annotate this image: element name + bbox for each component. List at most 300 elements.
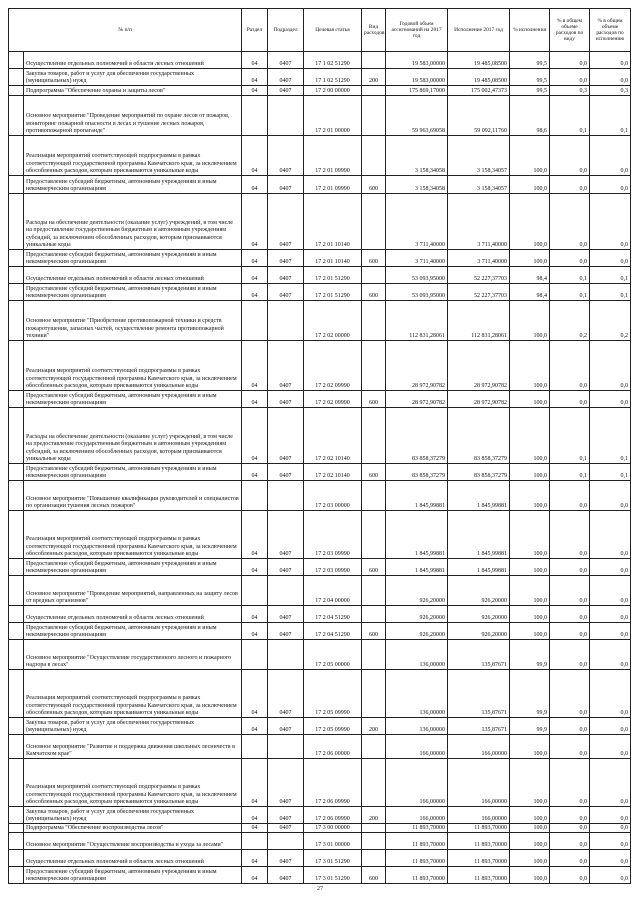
cell-expense-type: 600 <box>362 250 386 267</box>
cell-c0 <box>9 341 24 391</box>
cell-razdel: 04 <box>242 867 268 884</box>
table-row <box>9 194 631 250</box>
header-podrazdel: Подраздел <box>268 9 304 52</box>
cell-pct: 100,0 <box>510 807 550 824</box>
cell-pct: 100,0 <box>510 606 550 623</box>
cell-plan: 19 583,00000 <box>386 69 448 86</box>
cell-target-article: 17 2 01 51290 <box>304 284 362 301</box>
cell-share-plan: 0,0 <box>550 833 590 850</box>
cell-share-plan: 0,0 <box>550 867 590 884</box>
cell-target-article: 17 2 02 10140 <box>304 408 362 464</box>
table-row <box>9 850 631 867</box>
cell-podrazdel: 0407 <box>268 52 304 69</box>
header-expense-type: Вид расходов <box>362 9 386 52</box>
cell-share-fact: 0,0 <box>590 481 631 511</box>
cell-expense-type: 600 <box>362 559 386 576</box>
cell-razdel: 04 <box>242 250 268 267</box>
cell-name: Предоставление субсидий бюджетным, автономным учреждениям и иным некоммерческим организациям <box>24 250 242 267</box>
cell-share-plan: 0,0 <box>550 606 590 623</box>
cell-podrazdel <box>268 96 304 136</box>
cell-pct: 100,0 <box>510 511 550 559</box>
cell-podrazdel <box>268 833 304 850</box>
cell-podrazdel: 0407 <box>268 408 304 464</box>
cell-name: Расходы на обеспечение деятельности (оказание услуг) учреждений, в том числе на предоставление государственным бюджетным и автономным учреждениям субсидий, за исключением обособленных расходов, которым присваиваются уникальные коды <box>24 408 242 464</box>
cell-plan: 1 845,99881 <box>386 559 448 576</box>
cell-razdel: 04 <box>242 511 268 559</box>
header-no: № п/п <box>9 9 242 52</box>
cell-pct: 99,5 <box>510 52 550 69</box>
cell-share-fact: 0,0 <box>590 194 631 250</box>
cell-fact: 83 858,37279 <box>448 464 510 481</box>
cell-name: Предоставление субсидий бюджетным, автономным учреждениям и иным некоммерческим организациям <box>24 391 242 408</box>
cell-target-article: 17 2 03 09990 <box>304 559 362 576</box>
table-row <box>9 718 631 735</box>
cell-c0 <box>9 867 24 884</box>
cell-expense-type: 600 <box>362 391 386 408</box>
cell-expense-type <box>362 576 386 606</box>
cell-plan: 926,20000 <box>386 623 448 640</box>
cell-podrazdel: 0407 <box>268 86 304 96</box>
cell-share-plan: 0,2 <box>550 301 590 341</box>
table-row <box>9 69 631 86</box>
cell-target-article: 17 2 04 51290 <box>304 623 362 640</box>
cell-razdel: 04 <box>242 559 268 576</box>
cell-share-plan: 0,0 <box>550 824 590 833</box>
cell-c0 <box>9 267 24 284</box>
cell-share-plan: 0,0 <box>550 850 590 867</box>
table-row <box>9 559 631 576</box>
cell-plan: 175 869,17000 <box>386 86 448 96</box>
table-row <box>9 96 631 136</box>
cell-share-plan: 0,0 <box>550 194 590 250</box>
table-row <box>9 670 631 718</box>
cell-fact: 11 893,70000 <box>448 867 510 884</box>
cell-pct: 100,0 <box>510 176 550 194</box>
cell-expense-type: 600 <box>362 284 386 301</box>
cell-c0 <box>9 718 24 735</box>
cell-podrazdel: 0407 <box>268 759 304 807</box>
cell-podrazdel: 0407 <box>268 176 304 194</box>
cell-podrazdel: 0407 <box>268 284 304 301</box>
cell-target-article: 17 2 06 00000 <box>304 735 362 759</box>
cell-name: Предоставление субсидий бюджетным, автономным учреждениям и иным некоммерческим организациям <box>24 284 242 301</box>
cell-expense-type <box>362 850 386 867</box>
cell-name: Осуществление отдельных полномочий в области лесных отношений <box>24 606 242 623</box>
cell-podrazdel: 0407 <box>268 341 304 391</box>
cell-razdel <box>242 481 268 511</box>
table-row <box>9 52 631 69</box>
cell-plan: 166,00000 <box>386 807 448 824</box>
cell-fact: 135,87671 <box>448 718 510 735</box>
table-row <box>9 640 631 670</box>
cell-expense-type: 200 <box>362 718 386 735</box>
cell-razdel <box>242 640 268 670</box>
table-row <box>9 284 631 301</box>
cell-target-article: 17 2 01 10140 <box>304 250 362 267</box>
cell-pct: 99,9 <box>510 640 550 670</box>
table-row <box>9 511 631 559</box>
cell-plan: 59 963,69058 <box>386 96 448 136</box>
cell-expense-type <box>362 301 386 341</box>
cell-name: Предоставление субсидий бюджетным, автономным учреждениям и иным некоммерческим организациям <box>24 559 242 576</box>
cell-razdel: 04 <box>242 341 268 391</box>
cell-fact: 83 858,37279 <box>448 408 510 464</box>
cell-expense-type <box>362 86 386 96</box>
cell-plan: 926,20000 <box>386 576 448 606</box>
cell-podrazdel <box>268 301 304 341</box>
cell-share-plan: 0,0 <box>550 759 590 807</box>
cell-share-fact: 0,0 <box>590 69 631 86</box>
cell-name: Основное мероприятие "Проведение мероприятий по охране лесов от пожаров, мониторинг пожарной опасности в лесах и тушение лесных пожаров, противопожарной пропаганде" <box>24 96 242 136</box>
cell-share-fact: 0,0 <box>590 824 631 833</box>
cell-share-plan: 0,0 <box>550 807 590 824</box>
cell-c0 <box>9 250 24 267</box>
cell-name: Закупка товаров, работ и услуг для обеспечения государственных (муниципальных) нужд <box>24 718 242 735</box>
cell-expense-type: 200 <box>362 807 386 824</box>
cell-target-article: 17 3 01 00000 <box>304 833 362 850</box>
cell-share-fact: 0,0 <box>590 176 631 194</box>
cell-fact: 926,20000 <box>448 623 510 640</box>
cell-plan: 3 158,34058 <box>386 176 448 194</box>
cell-c0 <box>9 176 24 194</box>
cell-pct: 99,9 <box>510 718 550 735</box>
cell-fact: 1 845,99881 <box>448 481 510 511</box>
cell-expense-type <box>362 52 386 69</box>
cell-expense-type <box>362 606 386 623</box>
cell-plan: 11 893,70000 <box>386 833 448 850</box>
cell-pct: 100,0 <box>510 464 550 481</box>
table-row <box>9 833 631 850</box>
cell-name: Реализация мероприятий соответствующей подпрограммы в рамках соответствующей государственной программы Камчатского края, за исключением обособленных расходов, которым присваиваются уникальные коды <box>24 670 242 718</box>
cell-name: Осуществление отдельных полномочий в области лесных отношений <box>24 850 242 867</box>
cell-share-fact: 0,0 <box>590 640 631 670</box>
cell-share-plan: 0,0 <box>550 670 590 718</box>
cell-fact: 166,00000 <box>448 735 510 759</box>
cell-share-plan: 0,1 <box>550 267 590 284</box>
cell-share-plan: 0,0 <box>550 391 590 408</box>
cell-share-plan: 0,1 <box>550 464 590 481</box>
cell-c0 <box>9 640 24 670</box>
cell-share-plan: 0,1 <box>550 284 590 301</box>
cell-pct: 100,0 <box>510 559 550 576</box>
cell-c0 <box>9 481 24 511</box>
cell-razdel: 04 <box>242 824 268 833</box>
cell-razdel <box>242 833 268 850</box>
cell-name: Реализация мероприятий соответствующей подпрограммы в рамках соответствующей государственной программы Камчатского края, за исключением обособленных расходов, которым присваиваются уникальные коды <box>24 511 242 559</box>
cell-share-plan: 0,0 <box>550 250 590 267</box>
cell-name: Основное мероприятие "Приобретение противопожарной техники и средств пожаротушения, запасных частей, осуществление ремонта противопожарной техники" <box>24 301 242 341</box>
cell-target-article: 17 2 04 00000 <box>304 576 362 606</box>
cell-share-plan: 0,0 <box>550 559 590 576</box>
cell-name: Реализация мероприятий соответствующей подпрограммы в рамках соответствующей государственной программы Камчатского края, за исключением обособленных расходов, которым присваиваются уникальные коды <box>24 136 242 176</box>
cell-razdel: 04 <box>242 176 268 194</box>
cell-razdel: 04 <box>242 52 268 69</box>
cell-pct: 100,0 <box>510 735 550 759</box>
cell-pct: 98,4 <box>510 284 550 301</box>
cell-target-article: 17 2 00 00000 <box>304 86 362 96</box>
cell-name: Предоставление субсидий бюджетным, автономным учреждениям и иным некоммерческим организациям <box>24 464 242 481</box>
cell-c0 <box>9 559 24 576</box>
cell-plan: 11 893,70000 <box>386 850 448 867</box>
cell-target-article: 17 2 01 09990 <box>304 136 362 176</box>
cell-pct: 98,6 <box>510 96 550 136</box>
cell-expense-type <box>362 136 386 176</box>
cell-target-article: 17 2 05 09990 <box>304 670 362 718</box>
cell-target-article: 17 2 01 10140 <box>304 194 362 250</box>
cell-podrazdel: 0407 <box>268 69 304 86</box>
cell-pct: 100,0 <box>510 301 550 341</box>
table-row <box>9 301 631 341</box>
table-row <box>9 86 631 96</box>
cell-plan: 112 831,28061 <box>386 301 448 341</box>
budget-table <box>8 8 631 884</box>
cell-pct: 100,0 <box>510 408 550 464</box>
cell-fact: 112 831,28061 <box>448 301 510 341</box>
cell-plan: 3 711,40000 <box>386 250 448 267</box>
cell-fact: 28 972,90782 <box>448 341 510 391</box>
table-row <box>9 408 631 464</box>
cell-share-fact: 0,0 <box>590 52 631 69</box>
cell-podrazdel: 0407 <box>268 511 304 559</box>
cell-fact: 11 893,70000 <box>448 850 510 867</box>
table-row <box>9 867 631 884</box>
header-razdel: Раздел <box>242 9 268 52</box>
cell-share-fact: 0,0 <box>590 606 631 623</box>
cell-plan: 53 093,95000 <box>386 267 448 284</box>
page-number: 27 <box>317 886 323 892</box>
cell-c0 <box>9 850 24 867</box>
cell-fact: 926,20000 <box>448 576 510 606</box>
cell-share-fact: 0,0 <box>590 867 631 884</box>
cell-plan: 136,00000 <box>386 670 448 718</box>
cell-fact: 3 158,34057 <box>448 176 510 194</box>
cell-fact: 166,00000 <box>448 759 510 807</box>
cell-name: Предоставление субсидий бюджетным, автономным учреждениям и иным некоммерческим организациям <box>24 623 242 640</box>
cell-razdel: 04 <box>242 391 268 408</box>
cell-razdel <box>242 301 268 341</box>
table-row <box>9 623 631 640</box>
cell-fact: 11 893,70000 <box>448 833 510 850</box>
cell-target-article: 17 2 02 10140 <box>304 464 362 481</box>
cell-podrazdel <box>268 481 304 511</box>
cell-target-article: 17 2 02 09990 <box>304 391 362 408</box>
cell-share-plan: 0,3 <box>550 86 590 96</box>
table-row <box>9 807 631 824</box>
cell-c0 <box>9 96 24 136</box>
cell-fact: 135,87671 <box>448 640 510 670</box>
cell-share-fact: 0,1 <box>590 267 631 284</box>
cell-pct: 99,9 <box>510 670 550 718</box>
header-pct: % исполнения <box>510 9 550 52</box>
cell-fact: 59 092,11760 <box>448 96 510 136</box>
table-row <box>9 250 631 267</box>
cell-plan: 1 845,99881 <box>386 511 448 559</box>
cell-fact: 1 845,99881 <box>448 511 510 559</box>
cell-target-article: 17 3 01 51290 <box>304 850 362 867</box>
cell-fact: 1 845,99881 <box>448 559 510 576</box>
cell-plan: 3 711,40000 <box>386 194 448 250</box>
cell-podrazdel: 0407 <box>268 267 304 284</box>
cell-pct: 100,0 <box>510 867 550 884</box>
cell-name: Закупка товаров, работ и услуг для обеспечения государственных (муниципальных) нужд <box>24 69 242 86</box>
cell-plan: 136,00000 <box>386 718 448 735</box>
cell-expense-type <box>362 833 386 850</box>
cell-c0 <box>9 408 24 464</box>
cell-share-fact: 0,0 <box>590 136 631 176</box>
cell-fact: 52 227,37703 <box>448 284 510 301</box>
cell-name: Предоставление субсидий бюджетным, автономным учреждениям и иным некоммерческим организациям <box>24 176 242 194</box>
cell-name: Основное мероприятие "Повышение квалификации руководителей и специалистов по организации тушения лесных пожаров" <box>24 481 242 511</box>
cell-podrazdel: 0407 <box>268 867 304 884</box>
cell-share-plan: 0,0 <box>550 176 590 194</box>
cell-share-plan: 0,0 <box>550 341 590 391</box>
cell-fact: 135,87671 <box>448 670 510 718</box>
table-row <box>9 824 631 833</box>
cell-share-fact: 0,1 <box>590 464 631 481</box>
cell-razdel: 04 <box>242 86 268 96</box>
cell-c0 <box>9 759 24 807</box>
cell-share-plan: 0,0 <box>550 481 590 511</box>
cell-pct: 100,0 <box>510 623 550 640</box>
cell-c0 <box>9 735 24 759</box>
cell-fact: 52 227,37703 <box>448 267 510 284</box>
cell-share-fact: 0,0 <box>590 850 631 867</box>
cell-pct: 100,0 <box>510 250 550 267</box>
cell-podrazdel: 0407 <box>268 464 304 481</box>
cell-razdel: 04 <box>242 408 268 464</box>
cell-name: Расходы на обеспечение деятельности (оказание услуг) учреждений, в том числе на предоставление государственным бюджетным и автономным учреждениям субсидий, за исключением обособленных расходов, которым присваиваются уникальные коды <box>24 194 242 250</box>
cell-name: Основное мероприятие "Осуществление воспроизводства и ухода за лесами" <box>24 833 242 850</box>
cell-razdel <box>242 576 268 606</box>
cell-razdel: 04 <box>242 136 268 176</box>
cell-target-article: 17 1 02 51290 <box>304 52 362 69</box>
cell-podrazdel: 0407 <box>268 850 304 867</box>
cell-c0 <box>9 284 24 301</box>
cell-expense-type <box>362 511 386 559</box>
cell-share-fact: 0,0 <box>590 391 631 408</box>
cell-podrazdel: 0407 <box>268 391 304 408</box>
cell-target-article: 17 2 05 09990 <box>304 718 362 735</box>
header-share-plan: % в общем объеме расходов по виду <box>550 9 590 52</box>
cell-fact: 19 485,08500 <box>448 52 510 69</box>
cell-expense-type: 600 <box>362 623 386 640</box>
cell-share-fact: 0,0 <box>590 341 631 391</box>
cell-share-fact: 0,1 <box>590 96 631 136</box>
cell-share-fact: 0,0 <box>590 718 631 735</box>
header-share-fact: % в общем объеме расходов по исполнению <box>590 9 631 52</box>
cell-share-plan: 0,0 <box>550 640 590 670</box>
cell-fact: 19 485,08500 <box>448 69 510 86</box>
cell-c0 <box>9 670 24 718</box>
cell-fact: 3 711,40000 <box>448 250 510 267</box>
cell-expense-type <box>362 341 386 391</box>
cell-pct: 100,0 <box>510 850 550 867</box>
cell-share-fact: 0,0 <box>590 759 631 807</box>
cell-expense-type <box>362 759 386 807</box>
cell-name: Закупка товаров, работ и услуг для обеспечения государственных (муниципальных) нужд <box>24 807 242 824</box>
cell-target-article: 17 3 00 00000 <box>304 824 362 833</box>
cell-target-article: 17 2 05 00000 <box>304 640 362 670</box>
table-row <box>9 464 631 481</box>
cell-podrazdel: 0407 <box>268 136 304 176</box>
cell-pct: 100,0 <box>510 194 550 250</box>
header-fact: Исполнение 2017 год <box>448 9 510 52</box>
cell-podrazdel: 0407 <box>268 718 304 735</box>
cell-podrazdel: 0407 <box>268 623 304 640</box>
cell-target-article: 17 2 02 00000 <box>304 301 362 341</box>
cell-name: Осуществление отдельных полномочий в области лесных отношений <box>24 52 242 69</box>
cell-razdel: 04 <box>242 759 268 807</box>
table-row <box>9 481 631 511</box>
cell-pct: 100,0 <box>510 136 550 176</box>
cell-pct: 98,4 <box>510 267 550 284</box>
cell-pct: 100,0 <box>510 759 550 807</box>
cell-plan: 166,00000 <box>386 735 448 759</box>
cell-expense-type <box>362 194 386 250</box>
cell-fact: 3 158,34057 <box>448 136 510 176</box>
cell-expense-type <box>362 267 386 284</box>
cell-target-article: 17 1 02 51290 <box>304 69 362 86</box>
cell-c0 <box>9 824 24 833</box>
cell-expense-type: 200 <box>362 69 386 86</box>
cell-share-fact: 0,1 <box>590 284 631 301</box>
cell-share-fact: 0,3 <box>590 86 631 96</box>
cell-razdel: 04 <box>242 464 268 481</box>
cell-expense-type: 600 <box>362 867 386 884</box>
cell-c0 <box>9 807 24 824</box>
cell-share-fact: 0,0 <box>590 807 631 824</box>
cell-target-article: 17 2 01 09990 <box>304 176 362 194</box>
cell-pct: 100,0 <box>510 824 550 833</box>
cell-razdel: 04 <box>242 807 268 824</box>
cell-c0 <box>9 511 24 559</box>
cell-plan: 3 158,34058 <box>386 136 448 176</box>
cell-pct: 100,0 <box>510 576 550 606</box>
cell-podrazdel <box>268 576 304 606</box>
cell-share-plan: 0,0 <box>550 623 590 640</box>
cell-expense-type <box>362 735 386 759</box>
cell-plan: 53 093,95000 <box>386 284 448 301</box>
cell-share-fact: 0,0 <box>590 735 631 759</box>
cell-fact: 166,00000 <box>448 807 510 824</box>
cell-name: Реализация мероприятий соответствующей подпрограммы в рамках соответствующей государственной программы Камчатского края, за исключением обособленных расходов, которым присваиваются уникальные коды <box>24 759 242 807</box>
cell-plan: 926,20000 <box>386 606 448 623</box>
cell-expense-type: 600 <box>362 176 386 194</box>
cell-plan: 28 972,90782 <box>386 391 448 408</box>
cell-expense-type <box>362 408 386 464</box>
cell-share-plan: 0,1 <box>550 96 590 136</box>
cell-plan: 11 893,70000 <box>386 867 448 884</box>
cell-c0 <box>9 194 24 250</box>
document-page <box>8 8 630 884</box>
cell-podrazdel: 0407 <box>268 824 304 833</box>
cell-target-article: 17 2 04 51290 <box>304 606 362 623</box>
cell-share-fact: 0,0 <box>590 576 631 606</box>
cell-expense-type <box>362 640 386 670</box>
cell-pct: 99,5 <box>510 86 550 96</box>
cell-podrazdel: 0407 <box>268 250 304 267</box>
cell-expense-type: 600 <box>362 464 386 481</box>
cell-expense-type <box>362 96 386 136</box>
cell-c0 <box>9 69 24 86</box>
cell-name: Предоставление субсидий бюджетным, автономным учреждениям и иным некоммерческим организациям <box>24 867 242 884</box>
cell-target-article: 17 2 01 00000 <box>304 96 362 136</box>
cell-share-plan: 0,0 <box>550 735 590 759</box>
cell-c0 <box>9 576 24 606</box>
cell-share-fact: 0,0 <box>590 670 631 718</box>
cell-plan: 166,00000 <box>386 759 448 807</box>
cell-plan: 28 972,90782 <box>386 341 448 391</box>
